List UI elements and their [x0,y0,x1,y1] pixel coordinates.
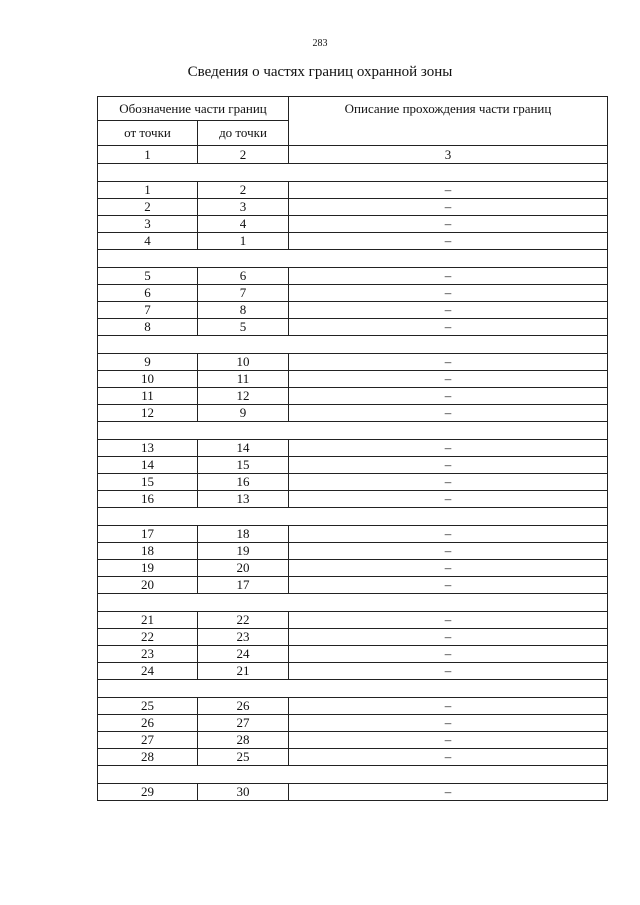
table-row [98,577,608,594]
table-row [98,440,608,457]
description-cell: – [289,560,608,577]
header-from-point: от точки [98,121,198,146]
to-point-cell: 14 [198,440,289,457]
group-separator [98,422,608,440]
table-row [98,319,608,336]
description-cell: – [289,715,608,732]
table-row [98,612,608,629]
column-number: 3 [289,146,608,164]
to-point-cell: 13 [198,491,289,508]
to-point-cell: 11 [198,371,289,388]
from-point-cell: 21 [98,612,198,629]
from-point-cell: 17 [98,526,198,543]
from-point-cell: 15 [98,474,198,491]
from-point-cell: 22 [98,629,198,646]
to-point-cell: 17 [198,577,289,594]
description-cell: – [289,698,608,715]
table-row [98,199,608,216]
description-cell: – [289,612,608,629]
description-cell: – [289,457,608,474]
document-title: Сведения о частях границ охранной зоны [187,64,453,80]
description-cell: – [289,216,608,233]
from-point-cell: 8 [98,319,198,336]
from-point-cell: 7 [98,302,198,319]
table-row [98,268,608,285]
table-row [98,474,608,491]
to-point-cell: 1 [198,233,289,250]
table-row [98,302,608,319]
description-cell: – [289,577,608,594]
column-number: 1 [98,146,198,164]
table-row [98,560,608,577]
group-separator-row [98,250,608,268]
table-row [98,646,608,663]
from-point-cell: 24 [98,663,198,680]
description-cell: – [289,526,608,543]
column-number-row [98,146,608,164]
from-point-cell: 6 [98,285,198,302]
description-cell: – [289,354,608,371]
to-point-cell: 7 [198,285,289,302]
to-point-cell: 12 [198,388,289,405]
group-separator-row [98,594,608,612]
description-cell: – [289,302,608,319]
table-row [98,285,608,302]
group-separator-row [98,336,608,354]
description-cell: – [289,663,608,680]
from-point-cell: 26 [98,715,198,732]
description-cell: – [289,285,608,302]
group-separator [98,164,608,182]
to-point-cell: 22 [198,612,289,629]
page-number: 283 [312,38,328,49]
to-point-cell: 28 [198,732,289,749]
column-number: 2 [198,146,289,164]
description-cell: – [289,268,608,285]
to-point-cell: 10 [198,354,289,371]
from-point-cell: 10 [98,371,198,388]
from-point-cell: 19 [98,560,198,577]
from-point-cell: 9 [98,354,198,371]
description-cell: – [289,784,608,801]
to-point-cell: 5 [198,319,289,336]
from-point-cell: 3 [98,216,198,233]
description-cell: – [289,371,608,388]
to-point-cell: 15 [198,457,289,474]
header-row [98,97,608,121]
description-cell: – [289,440,608,457]
to-point-cell: 25 [198,749,289,766]
description-cell: – [289,182,608,199]
to-point-cell: 24 [198,646,289,663]
from-point-cell: 1 [98,182,198,199]
header-boundary-description: Описание прохождения части границ [289,97,608,146]
from-point-cell: 11 [98,388,198,405]
description-cell: – [289,543,608,560]
to-point-cell: 4 [198,216,289,233]
table-row [98,354,608,371]
to-point-cell: 3 [198,199,289,216]
description-cell: – [289,199,608,216]
to-point-cell: 23 [198,629,289,646]
group-separator [98,594,608,612]
group-separator-row [98,422,608,440]
table-row [98,732,608,749]
table-row [98,457,608,474]
from-point-cell: 5 [98,268,198,285]
table-row [98,182,608,199]
table-row [98,388,608,405]
description-cell: – [289,319,608,336]
from-point-cell: 2 [98,199,198,216]
header-to-point: до точки [198,121,289,146]
group-separator [98,680,608,698]
table-row [98,526,608,543]
to-point-cell: 9 [198,405,289,422]
from-point-cell: 25 [98,698,198,715]
header-boundary-designation: Обозначение части границ [98,97,289,121]
to-point-cell: 6 [198,268,289,285]
group-separator [98,766,608,784]
from-point-cell: 4 [98,233,198,250]
from-point-cell: 28 [98,749,198,766]
group-separator-row [98,766,608,784]
table-row [98,663,608,680]
table-row [98,629,608,646]
table-row [98,216,608,233]
table-row [98,715,608,732]
table-row [98,784,608,801]
to-point-cell: 18 [198,526,289,543]
to-point-cell: 26 [198,698,289,715]
table-row [98,698,608,715]
table-body [98,97,608,801]
to-point-cell: 27 [198,715,289,732]
to-point-cell: 2 [198,182,289,199]
table-row [98,749,608,766]
description-cell: – [289,233,608,250]
description-cell: – [289,388,608,405]
from-point-cell: 20 [98,577,198,594]
description-cell: – [289,732,608,749]
from-point-cell: 29 [98,784,198,801]
group-separator [98,508,608,526]
to-point-cell: 21 [198,663,289,680]
table-row [98,491,608,508]
to-point-cell: 8 [198,302,289,319]
group-separator [98,336,608,354]
description-cell: – [289,474,608,491]
from-point-cell: 12 [98,405,198,422]
description-cell: – [289,491,608,508]
group-separator-row [98,680,608,698]
to-point-cell: 20 [198,560,289,577]
to-point-cell: 30 [198,784,289,801]
table-row [98,405,608,422]
from-point-cell: 18 [98,543,198,560]
group-separator-row [98,164,608,182]
group-separator-row [98,508,608,526]
from-point-cell: 16 [98,491,198,508]
table-row [98,543,608,560]
description-cell: – [289,646,608,663]
to-point-cell: 19 [198,543,289,560]
description-cell: – [289,629,608,646]
description-cell: – [289,405,608,422]
description-cell: – [289,749,608,766]
table-row [98,233,608,250]
from-point-cell: 14 [98,457,198,474]
boundary-parts-table [97,96,608,801]
table-row [98,371,608,388]
from-point-cell: 27 [98,732,198,749]
from-point-cell: 23 [98,646,198,663]
from-point-cell: 13 [98,440,198,457]
to-point-cell: 16 [198,474,289,491]
group-separator [98,250,608,268]
